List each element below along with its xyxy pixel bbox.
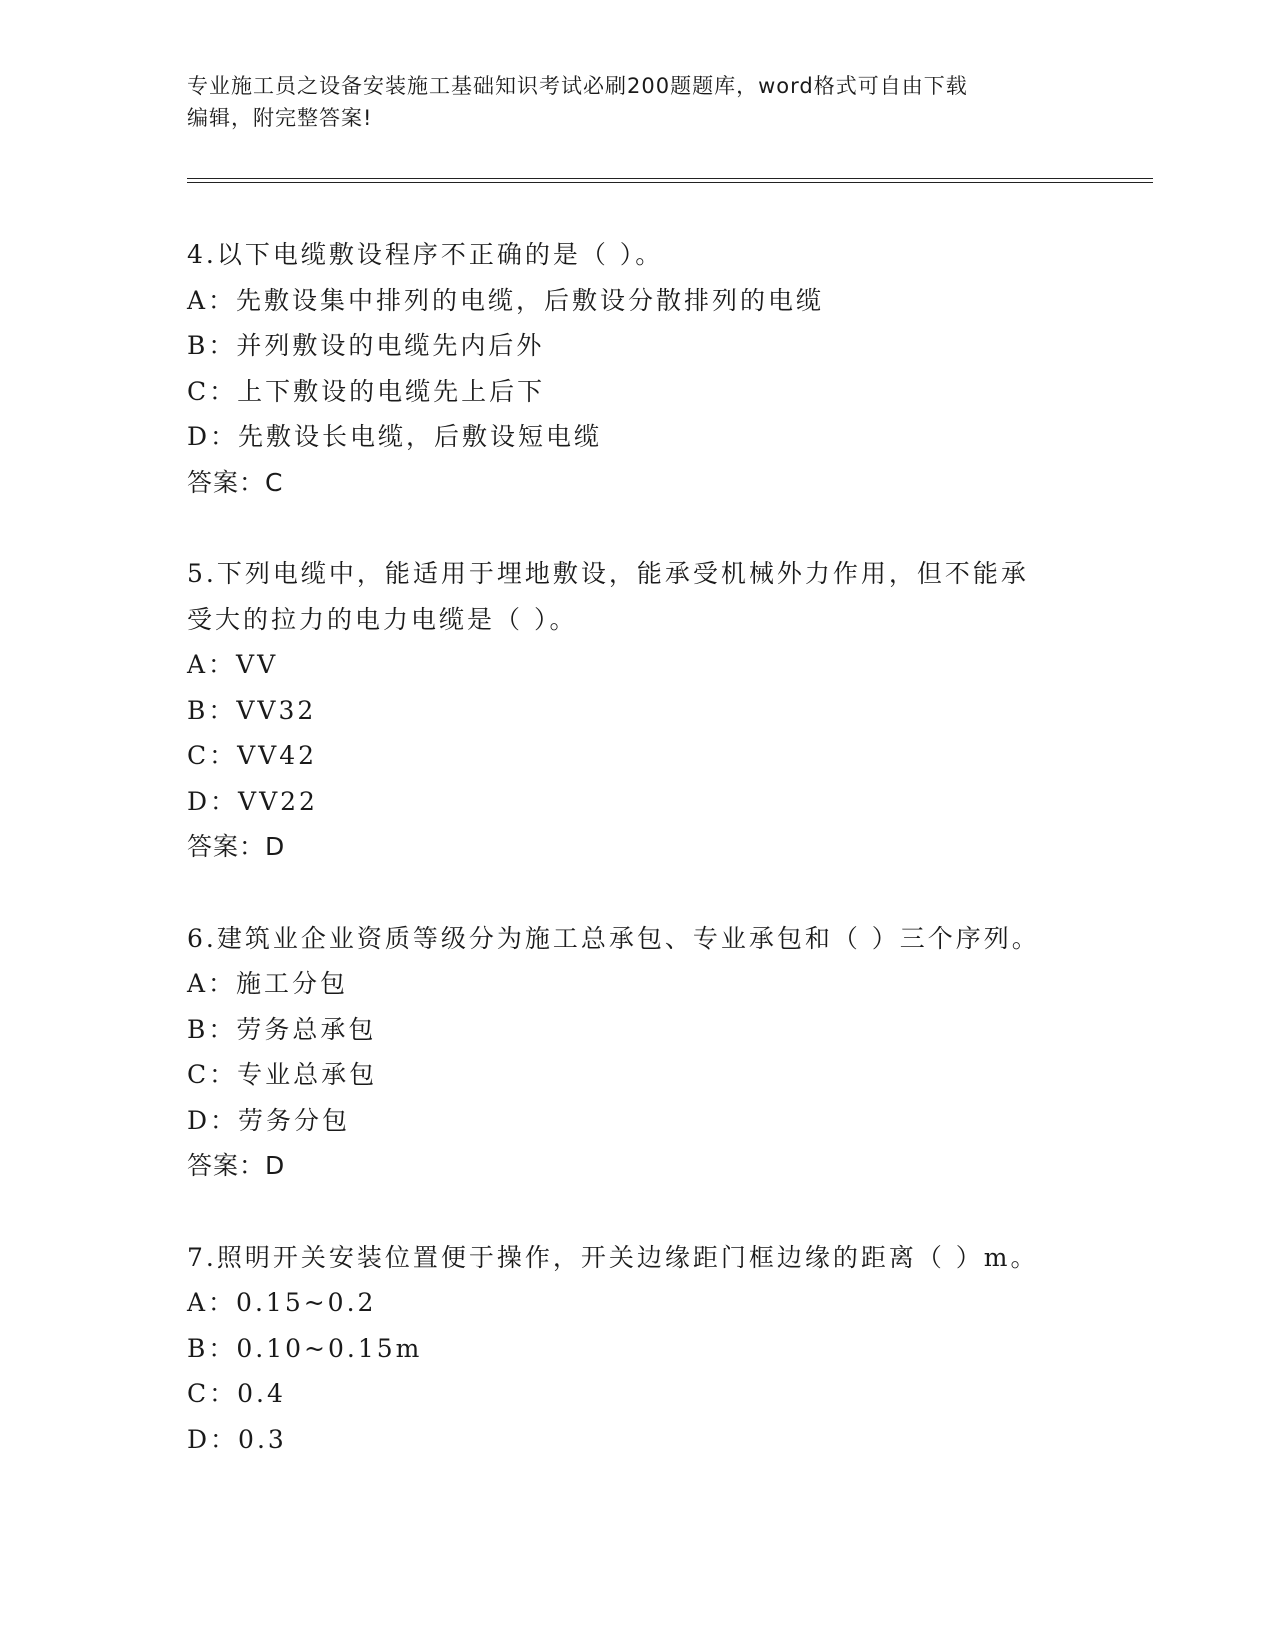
question-6	[187, 916, 1087, 1189]
question-4	[187, 232, 1087, 505]
option-d: D：劳务分包	[187, 1105, 351, 1135]
question-7	[187, 1235, 1087, 1463]
option-b: B：VV32	[187, 695, 317, 725]
header-title-line-1: 专业施工员之设备安装施工基础知识考试必刷200题题库，word格式可自由下载	[187, 74, 968, 98]
header-title-line-2: 编辑，附完整答案!	[187, 106, 373, 130]
option-d: D：先敷设长电缆，后敷设短电缆	[187, 422, 603, 451]
option-d: D：VV22	[187, 786, 318, 816]
question-stem-continued: 受大的拉力的电力电缆是（ ）。	[187, 604, 578, 634]
option-c: C：上下敷设的电缆先上后下	[187, 376, 546, 406]
option-b: B：并列敷设的电缆先内后外	[187, 331, 545, 360]
question-stem: 7.照明开关安装位置便于操作，开关边缘距门框边缘的距离（ ）m。	[187, 1242, 1039, 1272]
option-c: C：专业总承包	[187, 1060, 378, 1089]
option-a: A：施工分包	[187, 969, 349, 998]
answer-line: 答案：D	[187, 1151, 286, 1180]
option-d: D：0.3	[187, 1424, 287, 1454]
option-a: A：先敷设集中排列的电缆，后敷设分散排列的电缆	[187, 285, 825, 315]
option-a: A：VV	[187, 650, 279, 679]
question-stem: 6.建筑业企业资质等级分为施工总承包、专业承包和（ ）三个序列。	[187, 923, 1040, 953]
question-stem: 5.下列电缆中，能适用于埋地敷设，能承受机械外力作用，但不能承	[187, 559, 1029, 588]
option-b: B：劳务总承包	[187, 1014, 377, 1044]
question-5	[187, 551, 1087, 870]
document-header	[187, 70, 1087, 134]
option-a: A：0.15~0.2	[187, 1288, 377, 1317]
header-divider	[187, 178, 1153, 183]
option-c: C：0.4	[187, 1379, 286, 1408]
answer-line: 答案：D	[187, 832, 286, 861]
question-stem: 4.以下电缆敷设程序不正确的是（ ）。	[187, 240, 664, 269]
option-b: B：0.10~0.15m	[187, 1333, 423, 1363]
answer-line: 答案：C	[187, 467, 284, 497]
question-list	[187, 232, 1087, 1508]
option-c: C：VV42	[187, 741, 318, 770]
